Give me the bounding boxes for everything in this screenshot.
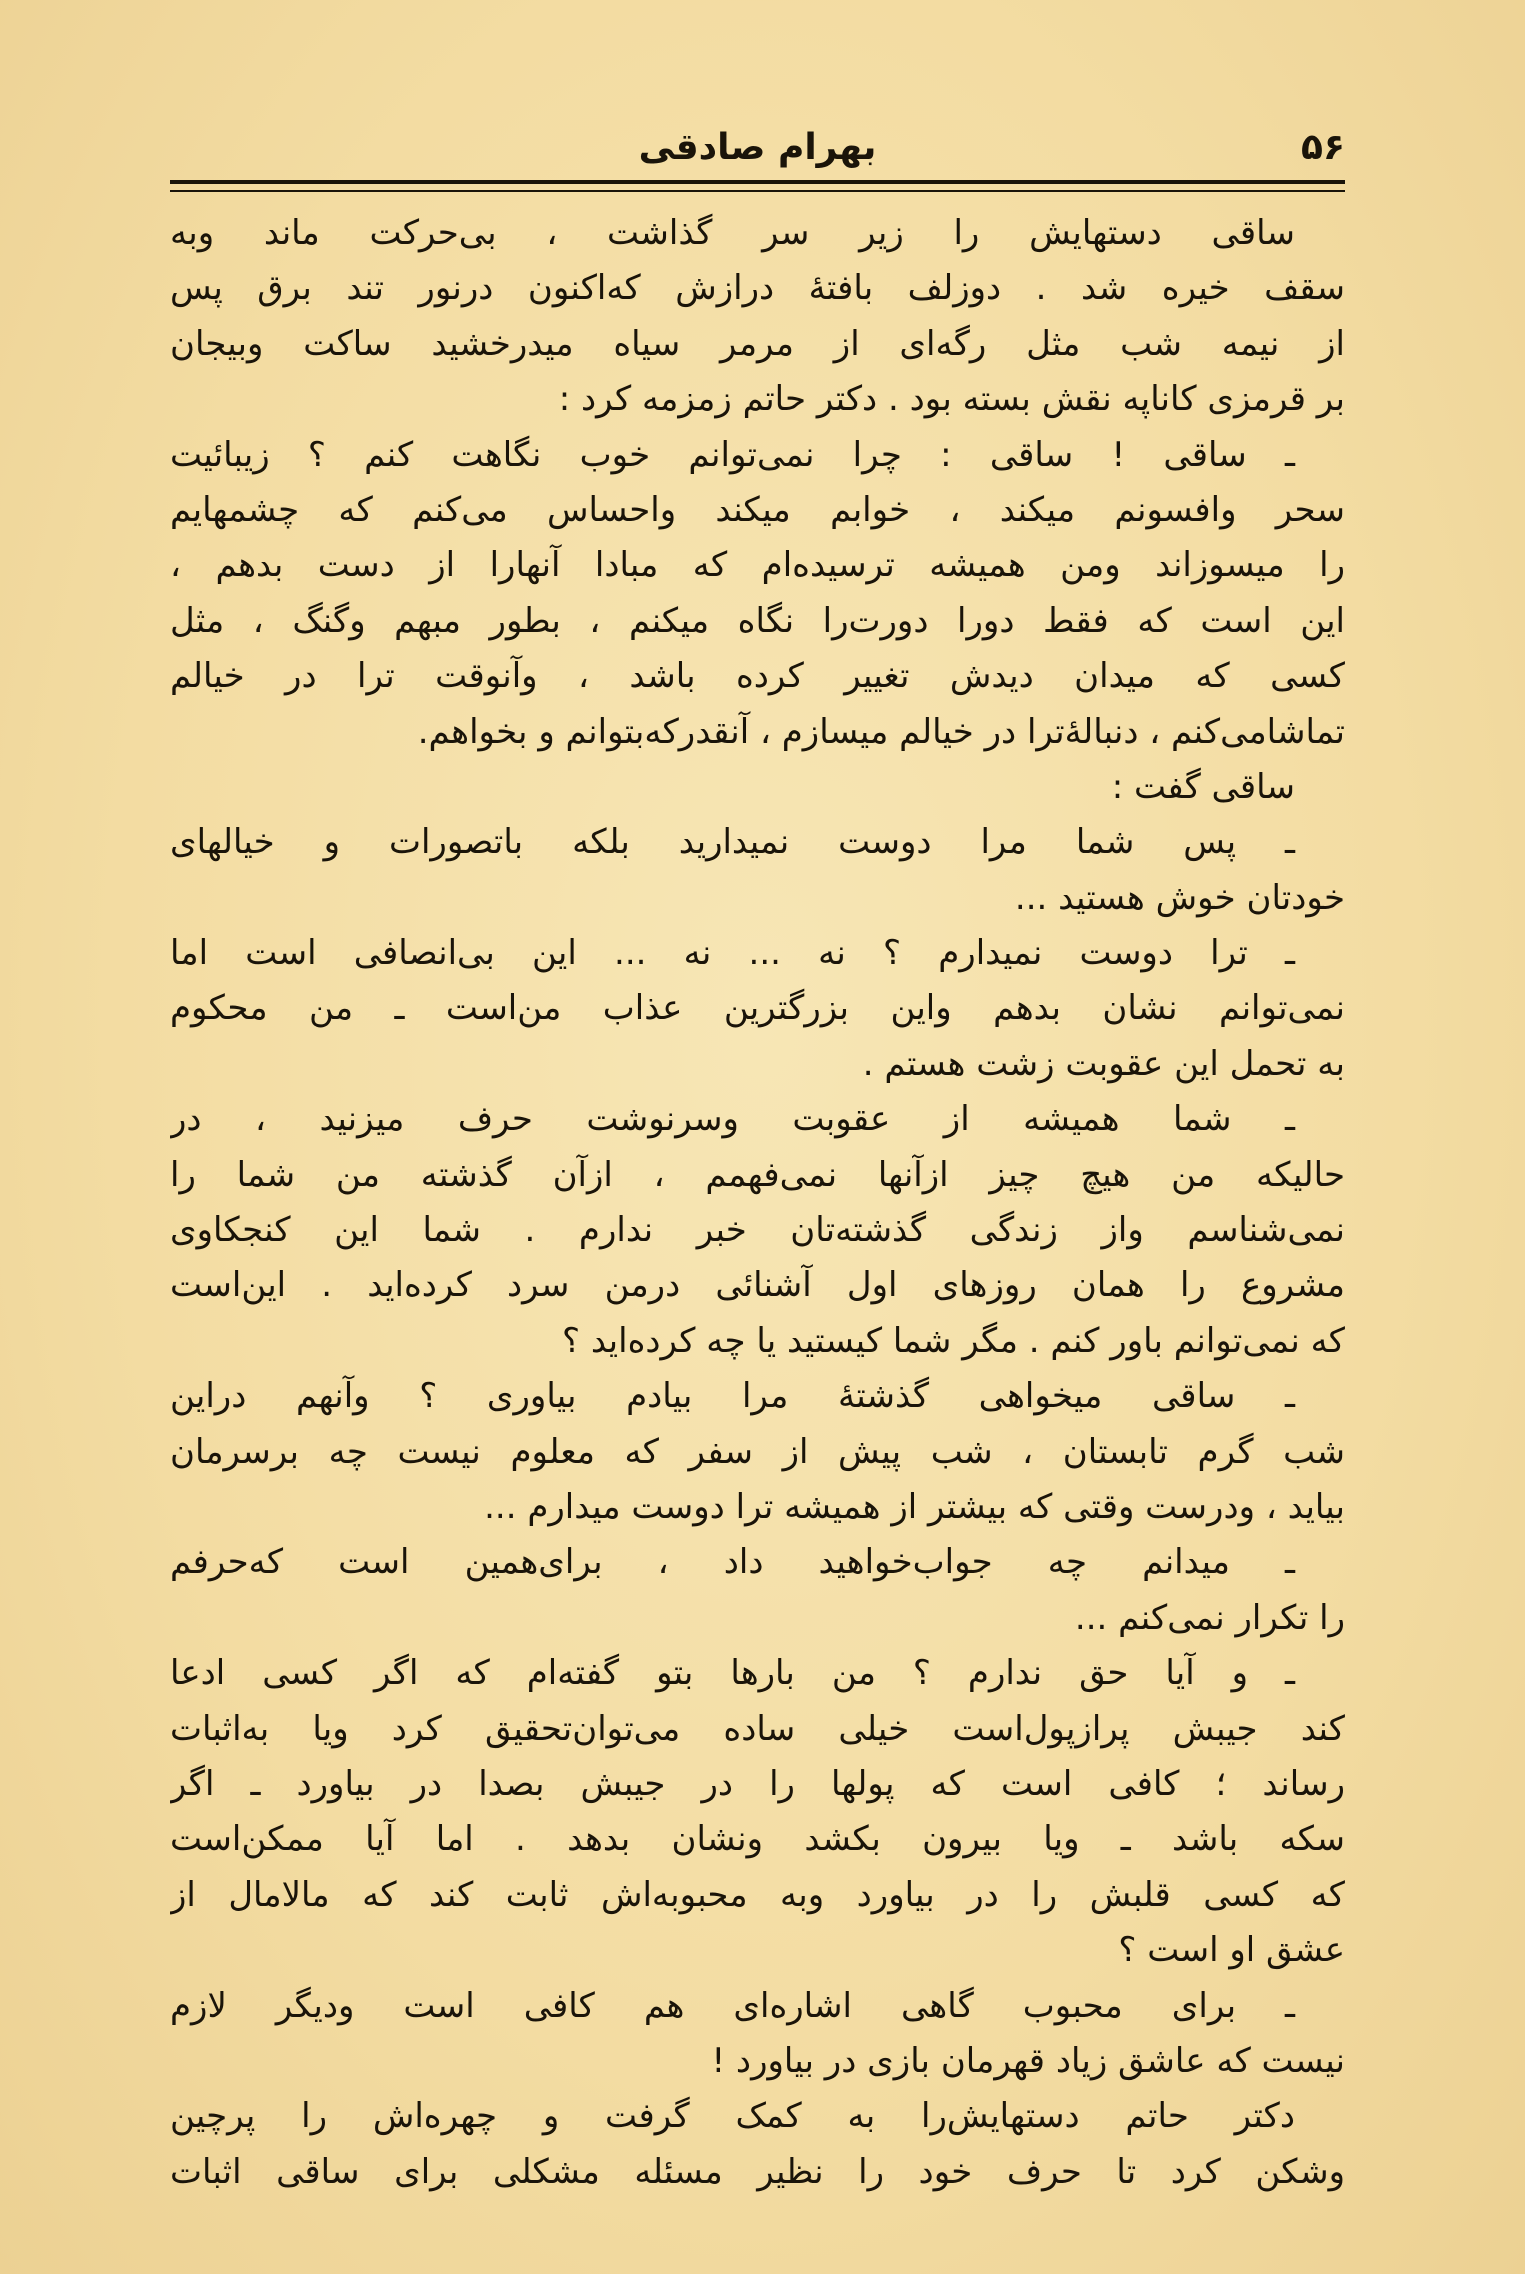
text-line: ـ ترا دوست نمیدارم ؟ نه ... نه ... این بی‌انصافی است اما xyxy=(170,933,1295,974)
text-line: بیاید ، ودرست وقتی که بیشتر از همیشه ترا دوست میدارم ... xyxy=(484,1486,1345,1527)
text-line: کسی که میدان دیدش تغییر کرده باشد ، وآنوقت ترا در خیالم xyxy=(170,656,1345,697)
text-line: سکه باشد ـ ویا بیرون بکشد ونشان بدهد . اما آیا ممکن‌است xyxy=(170,1819,1345,1860)
text-line: سحر وافسونم میکند ، خوابم میکند واحساس می‌کنم که چشمهایم xyxy=(170,489,1345,530)
text-line: بر قرمزی کاناپه نقش بسته بود . دکتر حاتم زمزمه کرد : xyxy=(558,379,1345,420)
text-line: حالیکه من هیچ چیز ازآنها نمی‌فهمم ، ازآن گذشته من شما را xyxy=(170,1154,1345,1195)
page-number: ۵۶ xyxy=(1301,127,1345,168)
text-line: نمی‌توانم نشان بدهم واین بزرگترین عذاب من‌است ـ من محکوم xyxy=(170,988,1345,1029)
text-line: ـ پس شما مرا دوست نمیدارید بلکه باتصورات و خیالهای xyxy=(170,822,1295,863)
text-line: نمی‌شناسم واز زندگی گذشته‌تان خبر ندارم . شما این کنجکاوی xyxy=(170,1210,1345,1251)
text-line: خودتان خوش هستید ... xyxy=(1014,877,1345,918)
running-title: بهرام صادقی xyxy=(638,127,877,168)
text-line: وشکن کرد تا حرف خود را نظیر مسئله مشکلی برای ساقی اثبات xyxy=(170,2151,1345,2192)
text-line: سقف خیره شد . دوزلف بافتهٔ درازش که‌اکنون درنور تند برق پس xyxy=(170,268,1345,309)
text-line: ـ شما همیشه از عقوبت وسرنوشت حرف میزنید ، در xyxy=(170,1099,1295,1140)
text-line: کند جیبش پرازپول‌است خیلی ساده می‌توان‌تحقیق کرد ویا به‌اثبات xyxy=(170,1708,1345,1749)
text-line: رساند ؛ کافی است که پولها را در جیبش بصدا در بیاورد ـ اگر xyxy=(170,1763,1345,1804)
text-line: که نمی‌توانم باور کنم . مگر شما کیستید یا چه کرده‌اید ؟ xyxy=(561,1320,1345,1361)
page-header xyxy=(170,118,1345,178)
text-line: نیست که عاشق زیاد قهرمان بازی در بیاورد ! xyxy=(711,2040,1345,2081)
body-text xyxy=(170,206,1345,2200)
text-line: دکتر حاتم دستهایش‌را به کمک گرفت و چهره‌اش را پرچین xyxy=(170,2096,1295,2137)
header-rule-thick xyxy=(170,180,1345,184)
text-line: شب گرم تابستان ، شب پیش از سفر که معلوم نیست چه برسرمان xyxy=(170,1431,1345,1472)
text-line: ـ و آیا حق ندارم ؟ من بارها بتو گفته‌ام که اگر کسی ادعا xyxy=(170,1653,1295,1694)
text-line: ـ ساقی ! ساقی : چرا نمی‌توانم خوب نگاهت کنم ؟ زیبائیت xyxy=(170,434,1295,475)
text-line: عشق او است ؟ xyxy=(1118,1930,1345,1971)
text-line: تماشامی‌کنم ، دنبالهٔ‌ترا در خیالم میسازم ، آنقدرکه‌بتوانم و بخواهم. xyxy=(417,711,1345,752)
text-line: به تحمل این عقوبت زشت هستم . xyxy=(862,1043,1345,1084)
text-line: ـ ساقی میخواهی گذشتهٔ مرا بیادم بیاوری ؟ وآنهم دراین xyxy=(170,1376,1295,1417)
text-line: ساقی گفت : xyxy=(1111,766,1295,807)
text-line: ـ میدانم چه جواب‌خواهید داد ، برای‌همین است که‌حرفم xyxy=(170,1542,1295,1583)
header-rule-thin xyxy=(170,190,1345,192)
text-line: مشروع را همان روزهای اول آشنائی درمن سرد کرده‌اید . این‌است xyxy=(170,1265,1345,1306)
text-line: را تکرار نمی‌کنم ... xyxy=(1074,1597,1345,1638)
text-line: را میسوزاند ومن همیشه ترسیده‌ام که مبادا آنهارا از دست بدهم ، xyxy=(170,545,1345,586)
text-line: این است که فقط دورا دورت‌را نگاه میکنم ، بطور مبهم وگنگ ، مثل xyxy=(170,600,1345,641)
text-line: ـ برای محبوب گاهی اشاره‌ای هم کافی است ودیگر لازم xyxy=(170,1985,1295,2026)
text-line: ساقی دستهایش را زیر سر گذاشت ، بی‌حرکت ماند وبه xyxy=(170,213,1295,253)
text-line: که کسی قلبش را در بیاورد وبه محبوبه‌اش ثابت کند که مالامال از xyxy=(170,1874,1345,1915)
text-line: از نیمه شب مثل رگه‌ای از مرمر سیاه میدرخشید ساکت وبیجان xyxy=(170,323,1345,364)
